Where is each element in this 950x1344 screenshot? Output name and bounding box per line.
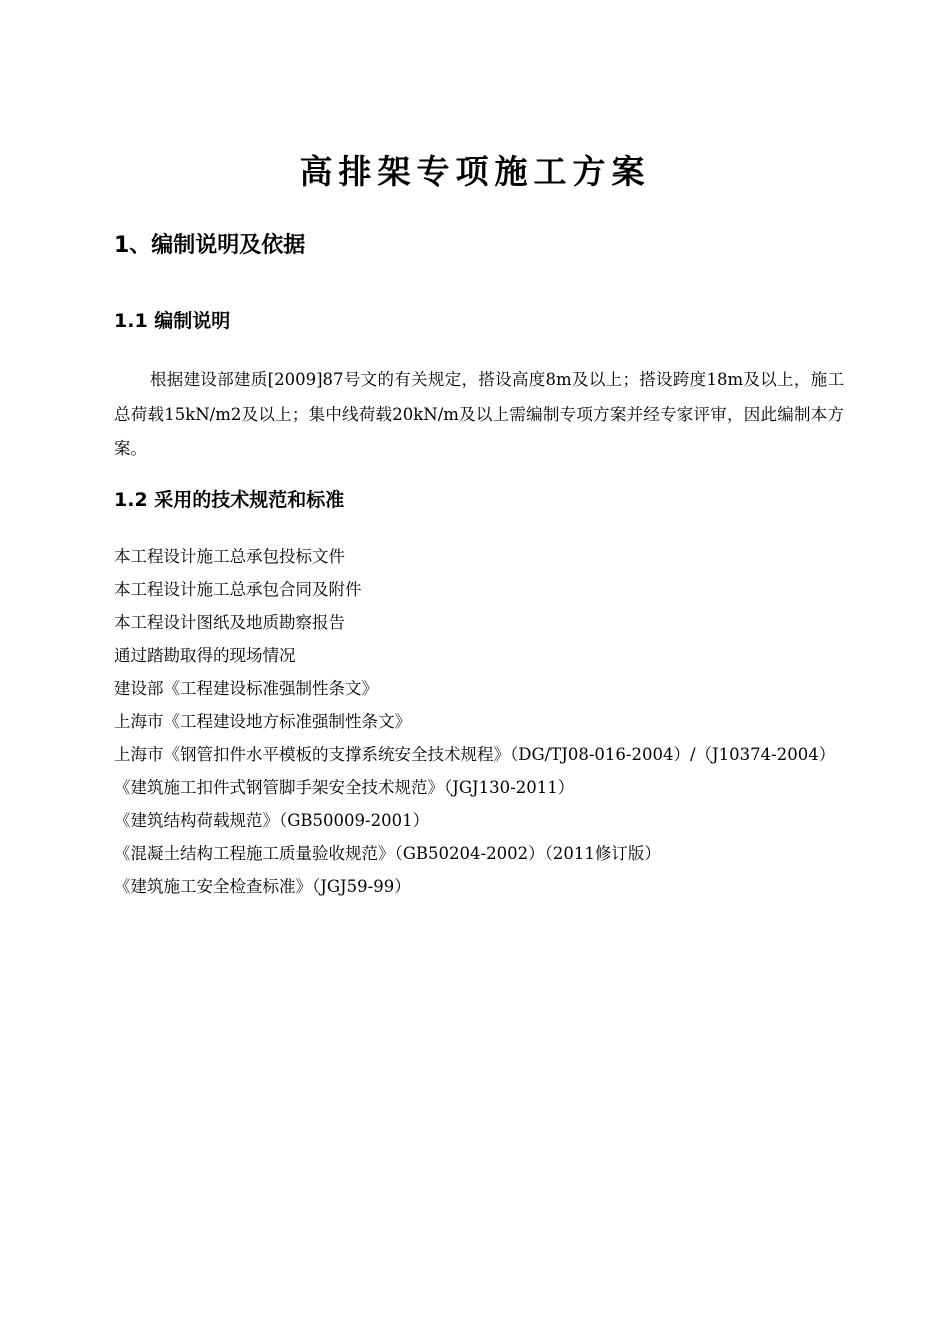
list-item: 《建筑结构荷载规范》（GB50009-2001） <box>114 811 430 830</box>
document-title: 高排架专项施工方案 <box>299 152 651 191</box>
list-item: 建设部《工程建设标准强制性条文》 <box>114 679 378 698</box>
list-item: 上海市《工程建设地方标准强制性条文》 <box>114 712 411 731</box>
section-1-1-paragraph: 根据建设部建质[2009]87号文的有关规定，搭设高度8m及以上；搭设跨度18m及以上，施工总荷载15kN/m2及以上；集中线荷载20kN/m及以上需编制专项方案并经专家评审，因此编制本方案。 <box>114 370 844 458</box>
standards-list <box>114 540 874 903</box>
section-1-1-heading: 1.1 编制说明 <box>114 310 231 332</box>
list-item: 本工程设计施工总承包投标文件 <box>114 547 345 566</box>
list-item: 《混凝土结构工程施工质量验收规范》（GB50204-2002）（2011修订版） <box>114 844 661 863</box>
section-1-heading: 1、编制说明及依据 <box>114 233 306 258</box>
list-item: 《建筑施工扣件式钢管脚手架安全技术规范》（JGJ130-2011） <box>114 778 575 797</box>
list-item: 上海市《钢管扣件水平模板的支撑系统安全技术规程》（DG/TJ08-016-2004）/（J10374-2004） <box>114 745 836 764</box>
list-item: 本工程设计图纸及地质勘察报告 <box>114 613 345 632</box>
section-1-2-heading: 1.2 采用的技术规范和标准 <box>114 489 345 511</box>
list-item: 《建筑施工安全检查标准》（JGJ59-99） <box>114 877 411 896</box>
list-item: 通过踏勘取得的现场情况 <box>114 646 296 665</box>
list-item: 本工程设计施工总承包合同及附件 <box>114 580 362 599</box>
